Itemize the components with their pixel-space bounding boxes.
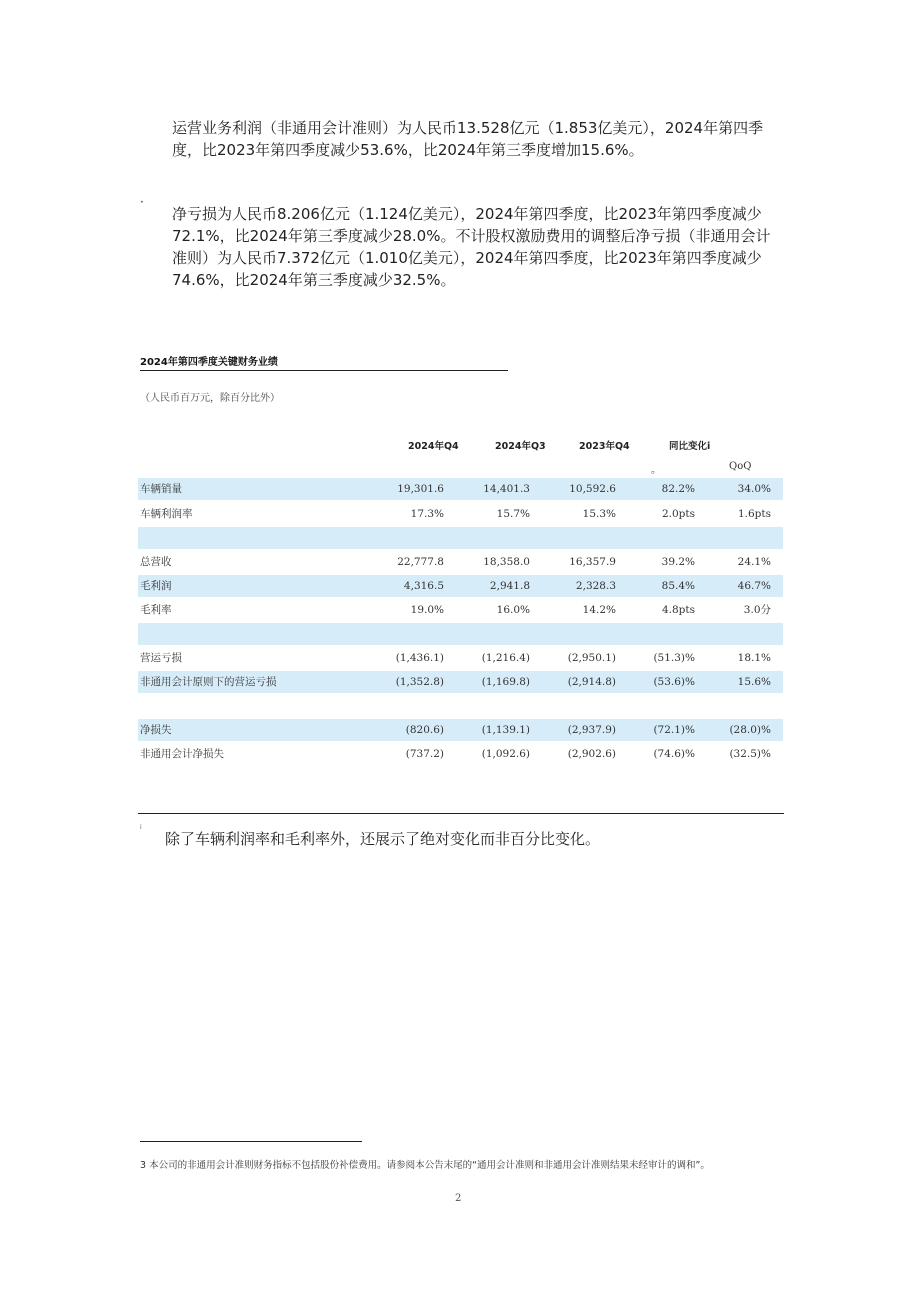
bullet-marker: · — [140, 195, 144, 209]
row-value: 82.2% — [661, 483, 695, 495]
row-value: 2.0pts — [661, 508, 695, 520]
col-header-yoy: 同比变化i — [669, 441, 711, 452]
row-value: 15.6% — [737, 676, 771, 688]
row-value: 34.0% — [737, 483, 771, 495]
col-header-2023q4: 2023年Q4 — [579, 441, 630, 452]
table-note: 除了车辆利润率和毛利率外，还展示了绝对变化而非百分比变化。 — [165, 830, 601, 848]
row-value: 4,316.5 — [403, 580, 444, 592]
row-value: (737.2) — [405, 748, 444, 760]
row-value: 19,301.6 — [397, 483, 444, 495]
table-subtitle: （人民币百万元，除百分比外） — [140, 393, 280, 404]
table-row — [138, 623, 783, 645]
row-value: 3.0分 — [743, 604, 771, 616]
row-value: 10,592.6 — [569, 483, 616, 495]
row-value: 22,777.8 — [397, 556, 444, 568]
row-value: 14.2% — [582, 604, 616, 616]
row-value: 16,357.9 — [569, 556, 616, 568]
row-value: (1,092.6) — [481, 748, 530, 760]
row-value: (1,216.4) — [481, 652, 530, 664]
col-header-qoq: QoQ — [729, 461, 752, 472]
col-subheader-yoy-mark: 。 — [651, 465, 661, 476]
row-value: 2,941.8 — [489, 580, 530, 592]
row-value: (53.6)% — [653, 676, 695, 688]
row-value: 85.4% — [661, 580, 695, 592]
row-value: (72.1)% — [653, 724, 695, 736]
row-value: 4.8pts — [661, 604, 695, 616]
row-value: (1,139.1) — [481, 724, 530, 736]
row-value: 18,358.0 — [483, 556, 530, 568]
table-bottom-rule — [138, 813, 784, 814]
row-value: (2,950.1) — [567, 652, 616, 664]
col-header-2024q3: 2024年Q3 — [495, 441, 546, 452]
row-value: 18.1% — [737, 652, 771, 664]
paragraph-net-loss: 净亏损为人民币8.206亿元（1.124亿美元），2024年第四季度，比2023年第四季度减少72.1%，比2024年第三季度减少28.0%。不计股权激励费用的调整后净亏损（非通用会计准则）为人民币7.372亿元（1.010亿美元），2024年第四季度，比2023年第四季度减少74.6%，比2024年第三季度减少32.5%。 — [172, 205, 771, 289]
row-value: (2,937.9) — [567, 724, 616, 736]
row-value: (1,169.8) — [481, 676, 530, 688]
page-number: 2 — [455, 1193, 462, 1204]
row-value: 39.2% — [661, 556, 695, 568]
table-row — [138, 695, 783, 717]
table-row — [138, 478, 783, 500]
row-label: 总营收 — [140, 556, 172, 568]
table-row — [138, 503, 783, 525]
row-value: 46.7% — [737, 580, 771, 592]
row-label: 营运亏损 — [140, 652, 182, 664]
table-row — [138, 599, 783, 621]
row-value: (74.6)% — [653, 748, 695, 760]
row-label: 车辆销量 — [140, 483, 182, 495]
row-label: 净损失 — [140, 724, 172, 736]
row-value: 14,401.3 — [483, 483, 530, 495]
table-row — [138, 719, 783, 741]
row-label: 毛利率 — [140, 604, 172, 616]
row-value: 19.0% — [410, 604, 444, 616]
row-value: (1,436.1) — [395, 652, 444, 664]
row-value: 24.1% — [737, 556, 771, 568]
row-value: 16.0% — [496, 604, 530, 616]
row-value: (28.0)% — [729, 724, 771, 736]
row-value: (32.5)% — [729, 748, 771, 760]
row-value: (2,902.6) — [567, 748, 616, 760]
paragraph-operating-profit: 运营业务利润（非通用会计准则）为人民币13.528亿元（1.853亿美元），2024年第四季度，比2023年第四季度减少53.6%，比2024年第三季度增加15.6%。 — [172, 119, 764, 159]
row-label: 毛利润 — [140, 580, 172, 592]
row-value: 2,328.3 — [575, 580, 616, 592]
footnote-rule — [140, 1141, 362, 1142]
row-value: (820.6) — [405, 724, 444, 736]
row-value: (2,914.8) — [567, 676, 616, 688]
table-row — [138, 575, 783, 597]
table-row — [138, 743, 783, 765]
row-value: 1.6pts — [737, 508, 771, 520]
table-row — [138, 671, 783, 693]
footnote-text: 3 本公司的非通用会计准则财务指标不包括股份补偿费用。请参阅本公告末尾的“通用会计准则和非通用会计准则结果未经审计的调和”。 — [140, 1160, 710, 1171]
table-row — [138, 527, 783, 549]
row-label: 非通用会计净损失 — [140, 748, 224, 760]
row-label: 车辆利润率 — [140, 508, 193, 520]
table-row — [138, 647, 783, 669]
row-value: (51.3)% — [653, 652, 695, 664]
table-row — [138, 551, 783, 573]
note-marker: i — [140, 824, 142, 831]
row-value: 15.3% — [582, 508, 616, 520]
row-value: 15.7% — [496, 508, 530, 520]
row-value: (1,352.8) — [395, 676, 444, 688]
row-value: 17.3% — [410, 508, 444, 520]
row-label: 非通用会计原则下的营运亏损 — [140, 676, 277, 688]
table-title: 2024年第四季度关键财务业绩 — [140, 357, 508, 371]
col-header-2024q4: 2024年Q4 — [408, 441, 459, 452]
